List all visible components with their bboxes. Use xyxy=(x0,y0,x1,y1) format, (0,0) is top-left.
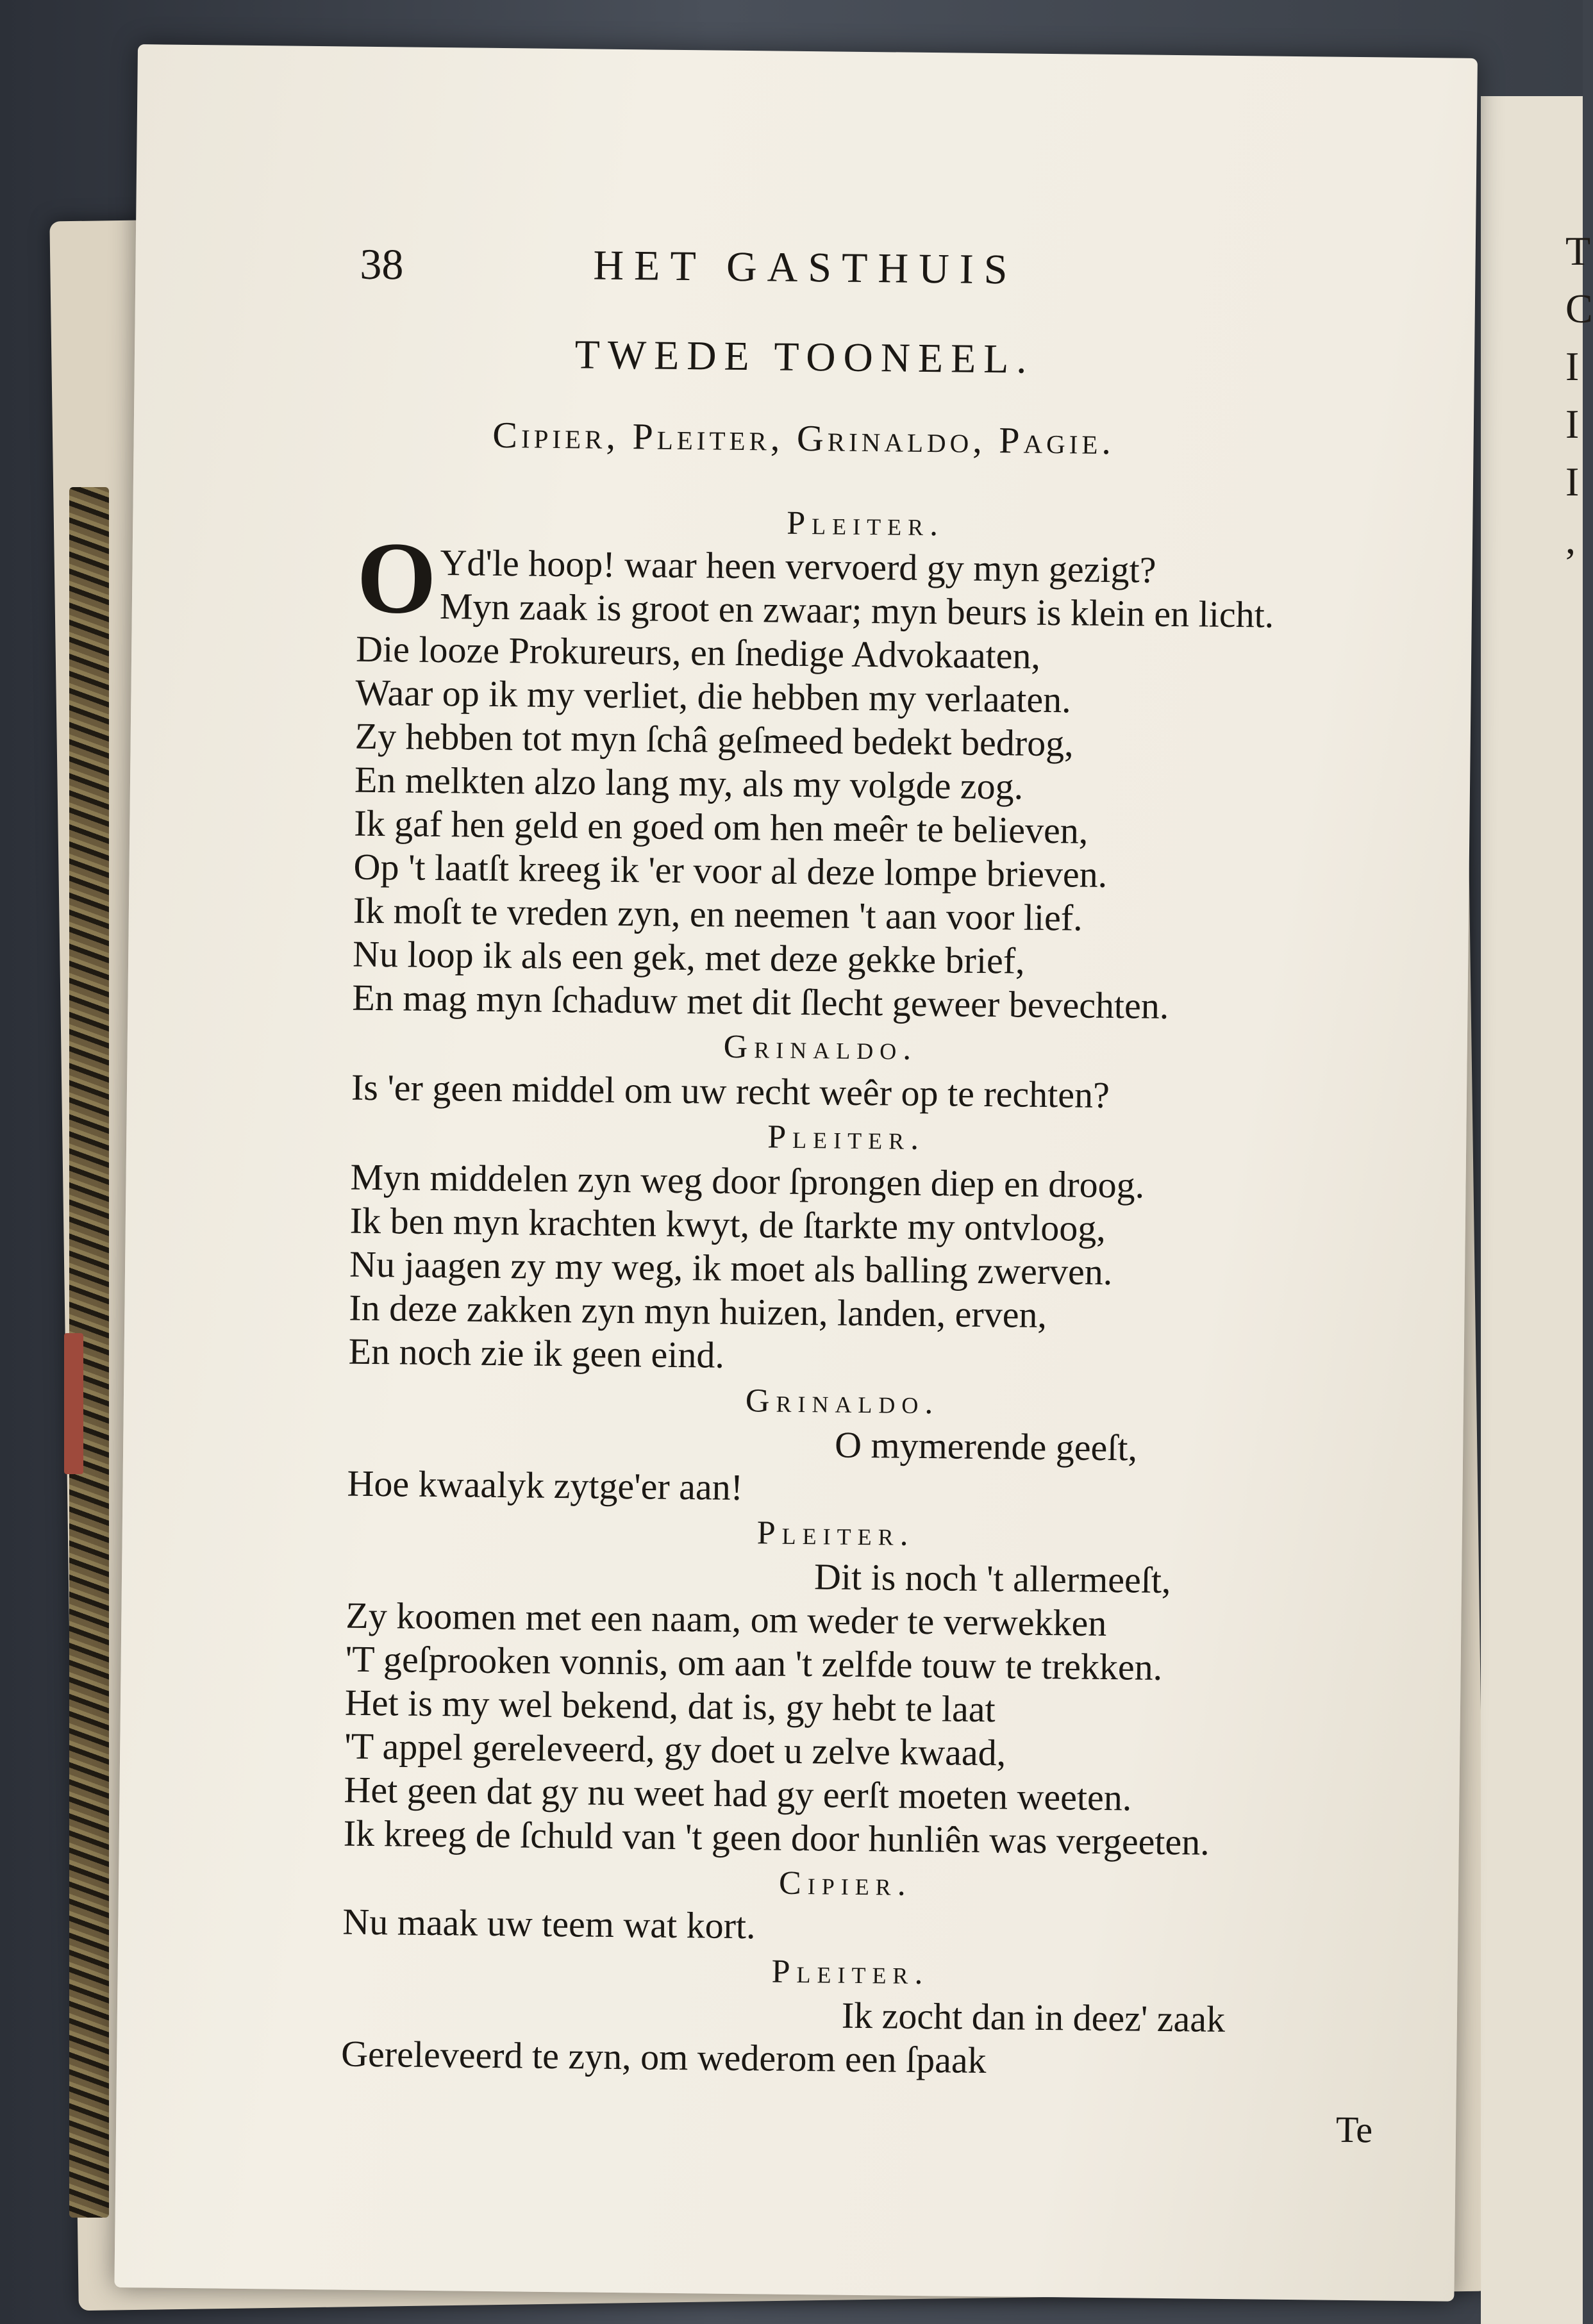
verse-line: Nu loop ik als een gek, met deze gekke brief, xyxy=(352,933,1025,982)
speaker-name: Pleiter. xyxy=(771,1953,930,1992)
verse-line: Ik zocht dan in deez' zaak xyxy=(841,1994,1226,2040)
verse-line: Ik ben myn krachten kwyt, de ſtarkte my ontvloog, xyxy=(349,1199,1106,1249)
verse-line: Die looze Prokureurs, en ſnedige Advokaaten, xyxy=(355,627,1041,677)
facing-page-fragment: , xyxy=(1565,517,1576,562)
facing-page-fragment: C xyxy=(1565,286,1593,331)
verse-line: Op 't laatſt kreeg ik 'er voor al deze lompe brieven. xyxy=(353,845,1108,895)
verse-line: Zy koomen met een naam, om weder te verwekken xyxy=(346,1594,1107,1645)
facing-page-fragment: I xyxy=(1565,459,1580,504)
page-number: 38 xyxy=(360,239,404,289)
verse-line: Zy hebben tot myn ſchâ geſmeed bedekt bedrog, xyxy=(354,715,1074,765)
facing-page xyxy=(1481,96,1593,2324)
speaker-name: Grinaldo. xyxy=(723,1028,918,1067)
verse-line: O mymerende geeſt, xyxy=(834,1423,1138,1469)
verse-line: Gereleveerd te zyn, om wederom een ſpaak xyxy=(340,2032,987,2082)
verse-line: Het is my wel bekend, dat is, gy hebt te laat xyxy=(344,1681,996,1731)
verse-line: Ik kreeg de ſchuld van 't geen door hunliên was vergeeten. xyxy=(343,1812,1210,1863)
drop-cap: O xyxy=(356,520,437,635)
verse-line: Nu jaagen zy my weg, ik moet als balling zwerven. xyxy=(349,1243,1113,1293)
verse-line: Het geen dat gy nu weet had gy eerſt moeten weeten. xyxy=(344,1768,1132,1819)
verse-line: En noch zie ik geen eind. xyxy=(348,1330,725,1376)
book-page xyxy=(114,44,1478,2302)
verse-line: 'T geſprooken vonnis, om aan 't zelfde touw te trekken. xyxy=(345,1638,1163,1688)
verse-line: In deze zakken zyn myn huizen, landen, erven, xyxy=(349,1286,1047,1336)
scene-title: TWEDE TOONEEL. xyxy=(574,331,1035,382)
speaker-name: Pleiter. xyxy=(756,1515,915,1553)
verse-line: Ik gaf hen geld en goed om hen meêr te believen, xyxy=(354,802,1088,852)
facing-page-fragment: I xyxy=(1565,344,1580,389)
verse-line: 'T appel gereleveerd, gy doet u zelve kwaad, xyxy=(344,1725,1006,1774)
facing-page-fragment: T xyxy=(1565,228,1591,274)
verse-line: Ik moſt te vreden zyn, en neemen 't aan voor lief. xyxy=(353,889,1083,939)
speaker-name: Cipier. xyxy=(778,1864,913,1903)
verse-line: Myn zaak is groot en zwaar; myn beurs is klein en licht. xyxy=(439,585,1274,636)
verse-line: Hoe kwaalyk zytge'er aan! xyxy=(347,1462,744,1509)
catchword: Te xyxy=(1335,2108,1373,2151)
verse-line: Waar op ik my verliet, die hebben my verlaaten. xyxy=(355,671,1072,721)
speaker-name: Pleiter. xyxy=(786,504,945,544)
verse-line: En melkten alzo lang my, als my volgde zog. xyxy=(354,758,1024,808)
facing-page-fragment: I xyxy=(1565,401,1580,447)
verse-line: Yd'le hoop! waar heen vervoerd gy myn gezigt? xyxy=(440,542,1156,591)
speaker-name: Grinaldo. xyxy=(745,1382,940,1422)
verse-line: Dit is noch 't allermeeſt, xyxy=(813,1556,1171,1602)
spine-edge xyxy=(64,1333,83,1474)
speaker-name: Pleiter. xyxy=(767,1118,926,1158)
verse-line: En mag myn ſchaduw met dit ſlecht geweer bevechten. xyxy=(352,976,1169,1027)
cast-list: Cipier, Pleiter, Grinaldo, Pagie. xyxy=(492,413,1115,463)
verse-line: Is 'er geen middel om uw recht weêr op te rechten? xyxy=(351,1066,1110,1116)
running-head: HET GASTHUIS xyxy=(593,242,1018,294)
verse-line: Myn middelen zyn weg door ſprongen diep en droog. xyxy=(350,1156,1145,1206)
verse-line: Nu maak uw teem wat kort. xyxy=(342,1900,756,1947)
